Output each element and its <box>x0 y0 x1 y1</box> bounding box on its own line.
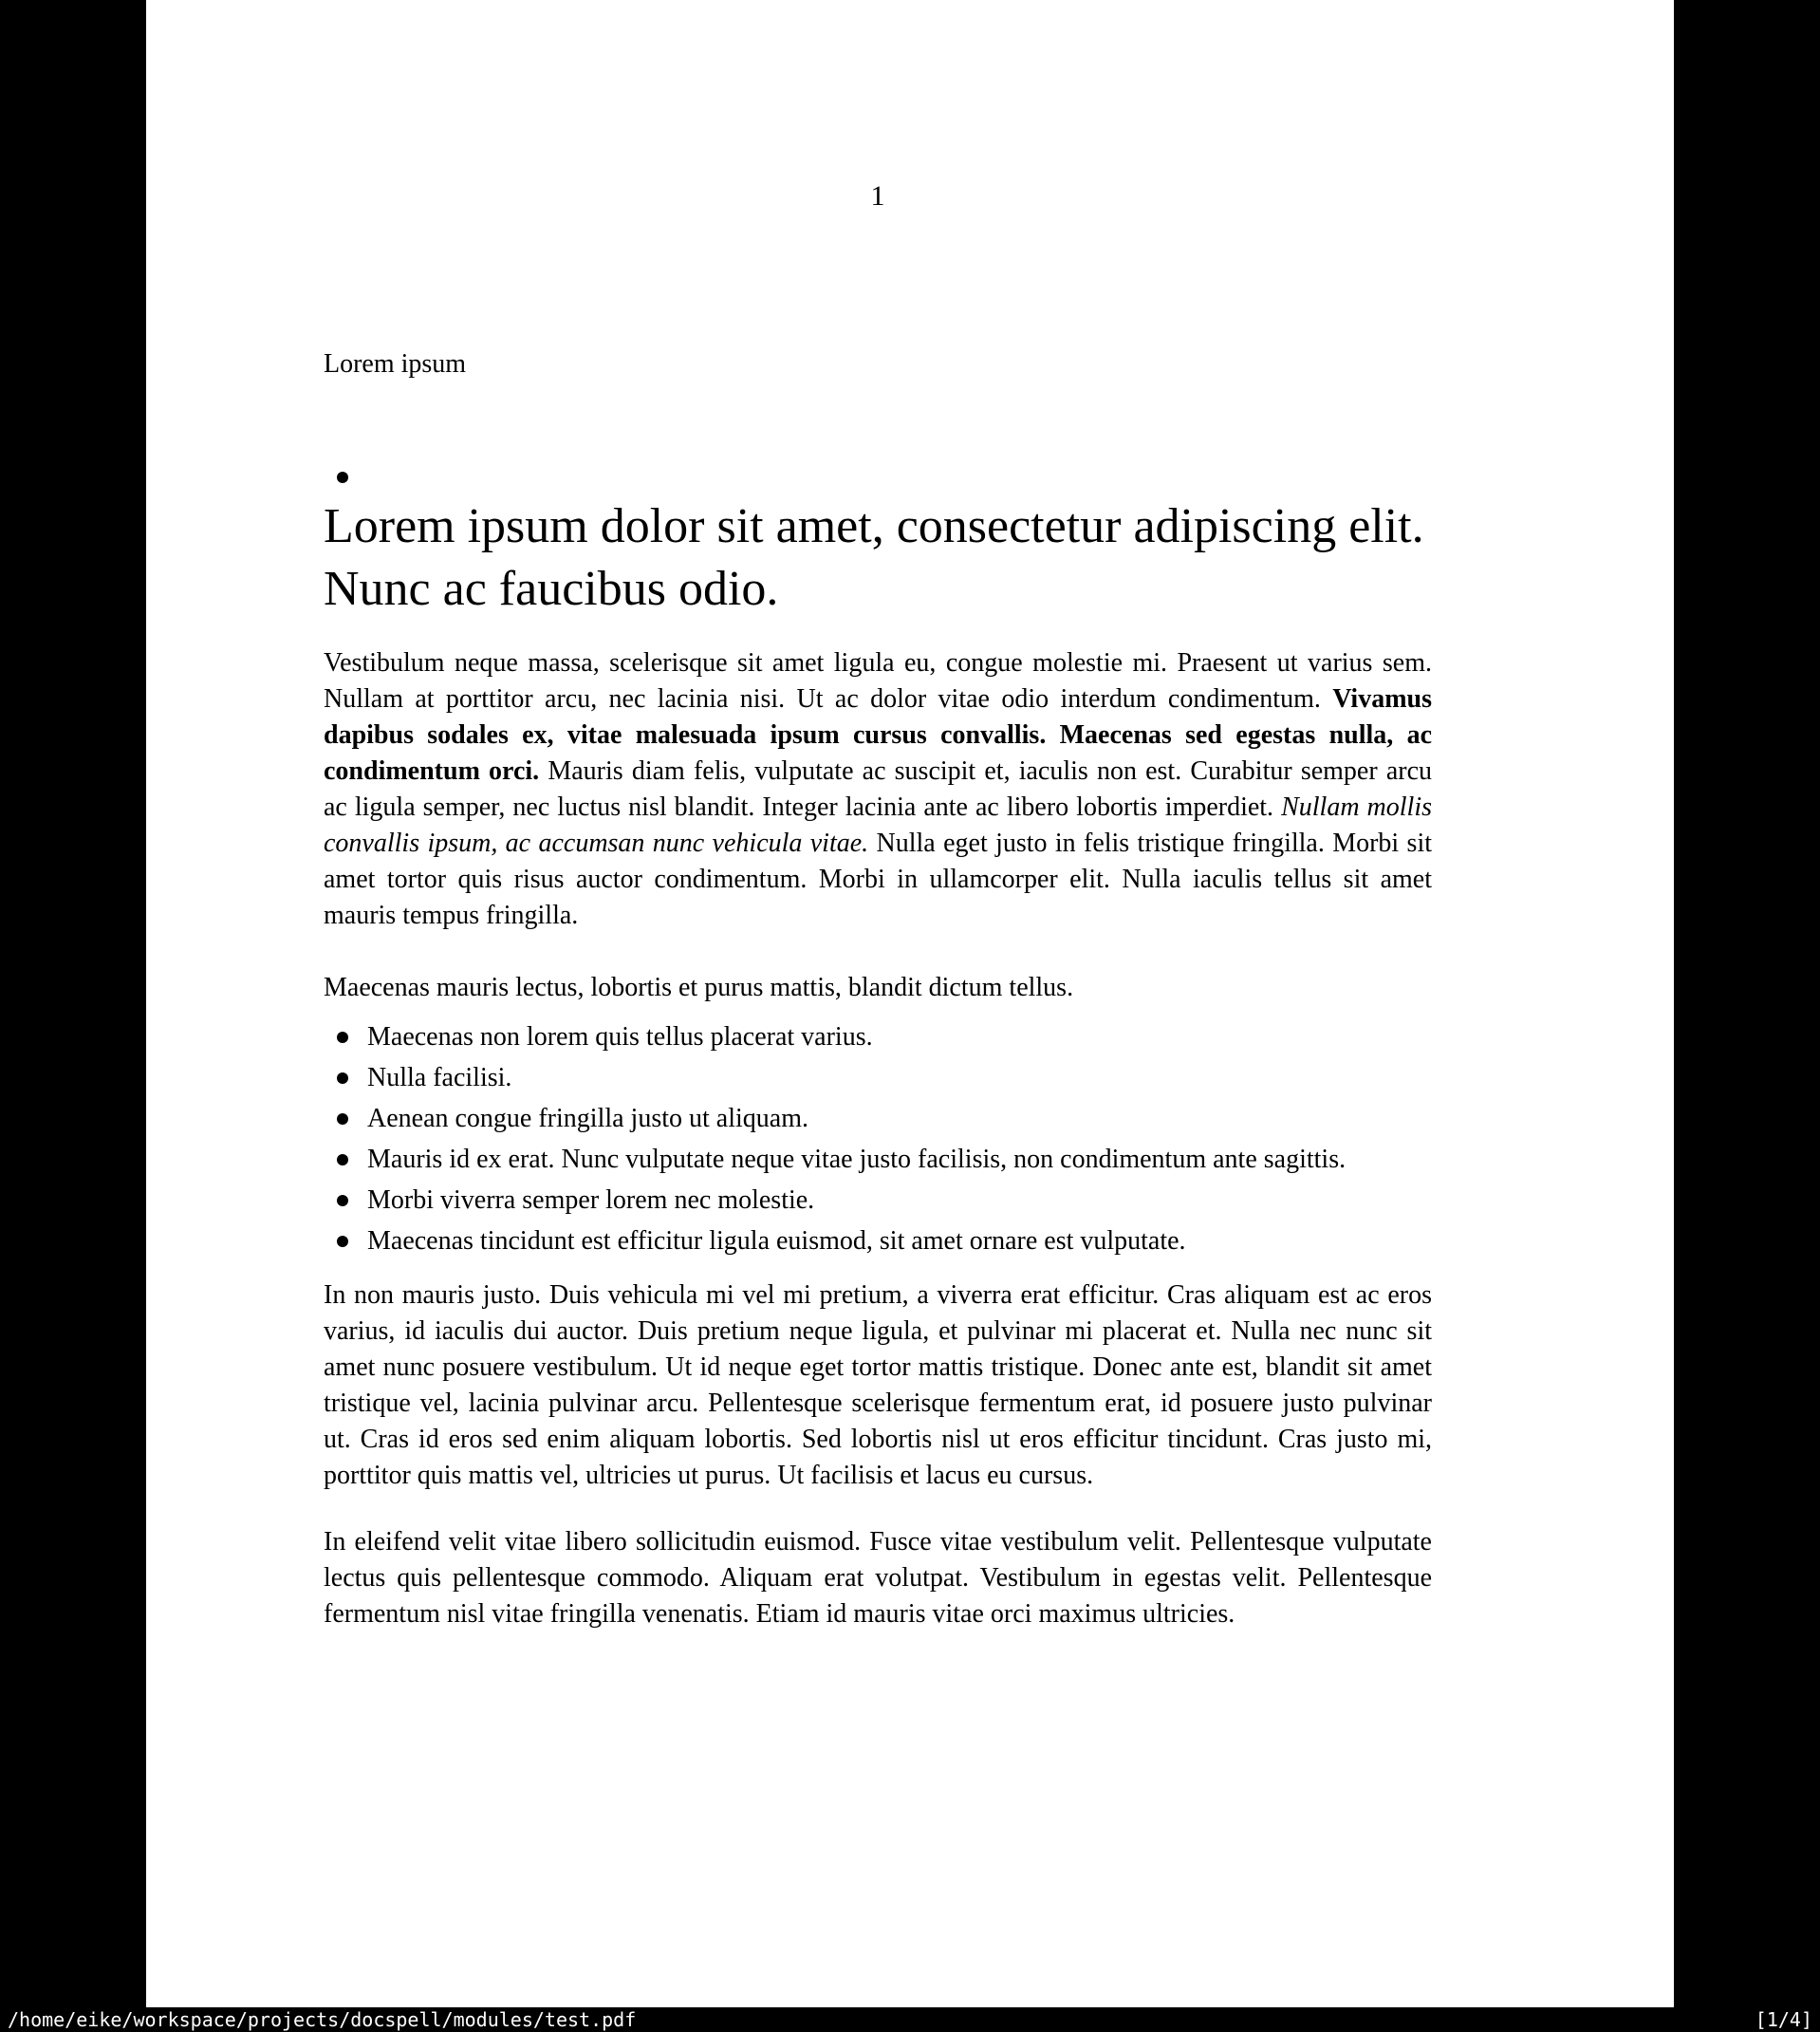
paragraph-4: In eleifend velit vitae libero sollicitudin euismod. Fusce vitae vestibulum velit. Pellentesque vulputate lectus quis pellentesque commodo. Aliquam erat volutpat. Vestibulum in egestas velit. Pellentesque fermentum nisl vitae fringilla venenatis. Etiam id mauris vitae orci maximus ultricies. <box>324 1527 1432 1629</box>
bullet-icon <box>337 472 348 483</box>
bullet-icon <box>337 1072 348 1084</box>
list-item <box>324 1060 1432 1096</box>
list-item <box>324 1223 1432 1259</box>
paragraph-1-bold-run: Vivamus dapibus sodales ex, vitae malesuada ipsum cursus convallis. Maecenas sed egestas nulla, ac condimentum orci. <box>324 684 1432 786</box>
paragraph-1-normal-2: Mauris diam felis, vulputate ac suscipit et, iaculis non est. Curabitur semper arcu ac ligula semper, nec luctus nisl blandit. Integer lacinia ante ac libero lobortis imperdiet. <box>324 756 1433 822</box>
paragraph-2: Maecenas mauris lectus, lobortis et purus mattis, blandit dictum tellus. <box>324 973 1074 1002</box>
list-item <box>324 1101 1432 1137</box>
list-item-text: Morbi viverra semper lorem nec molestie. <box>367 1185 815 1215</box>
paragraph-1-italic-run: Nullam mollis convallis ipsum, ac accumsan nunc vehicula vitae. <box>324 792 1433 858</box>
page-indicator: [1/4] <box>1755 2008 1812 2031</box>
paragraph-1-normal-1: Vestibulum neque massa, scelerisque sit amet ligula eu, congue molestie mi. Praesent ut varius sem. Nullam at porttitor arcu, nec lacinia nisi. Ut ac dolor vitae odio interdum condimentum. <box>324 648 1432 714</box>
page-number: 1 <box>870 180 885 212</box>
paragraph-3: In non mauris justo. Duis vehicula mi vel mi pretium, a viverra erat efficitur. Cras aliquam est ac eros varius, id iaculis dui auctor. Duis pretium neque ligula, et pulvinar mi placerat et. Nulla nec nunc sit amet nunc posuere vestibulum. Ut id neque eget tortor mattis tristique. Donec ante est, blandit sit amet tristique vel, lacinia pulvinar arcu. Pellentesque scelerisque fermentum erat, id posuere justo pulvinar ut. Cras id eros sed enim aliquam lobortis. Sed lobortis nisl ut eros efficitur tincidunt. Cras justo mi, porttitor quis mattis vel, ultricies ut purus. Ut facilisis et lacus eu cursus. <box>324 1280 1432 1490</box>
bullet-icon <box>337 1032 348 1043</box>
list-item-text: Maecenas tincidunt est efficitur ligula euismod, sit amet ornare est vulputate. <box>367 1226 1186 1256</box>
list-item <box>324 1142 1432 1178</box>
list-item <box>324 1019 1432 1055</box>
status-bar <box>0 2007 1820 2032</box>
section-heading: Lorem ipsum dolor sit amet, consectetur adipiscing elit. Nunc ac faucibus odio. <box>324 499 1424 616</box>
list-item-text: Maecenas non lorem quis tellus placerat varius. <box>367 1022 873 1052</box>
bullet-icon <box>337 1195 348 1206</box>
paragraph-1-normal-3: Nulla eget justo in felis tristique fringilla. Morbi sit amet tortor quis risus auctor condimentum. Morbi in ullamcorper elit. Nulla iaculis tellus sit amet mauris tempus fringilla. <box>324 829 1433 930</box>
list-item-text: Mauris id ex erat. Nunc vulputate neque vitae justo facilisis, non condimentum ante sagittis. <box>367 1145 1346 1174</box>
document-page[interactable] <box>146 0 1674 2007</box>
empty-list-item <box>324 459 1432 495</box>
bullet-icon <box>337 1154 348 1165</box>
bullet-icon <box>337 1236 348 1247</box>
list-item-text: Nulla facilisi. <box>367 1063 512 1092</box>
intro-text: Lorem ipsum <box>324 349 467 379</box>
bullet-list <box>324 1019 1432 1259</box>
list-item <box>324 1183 1432 1219</box>
paragraph-1 <box>324 645 1432 934</box>
bullet-icon <box>337 1113 348 1125</box>
page-content <box>324 0 1432 1632</box>
list-item-text: Aenean congue fringilla justo ut aliquam. <box>367 1104 808 1133</box>
file-path: /home/eike/workspace/projects/docspell/modules/test.pdf <box>8 2008 637 2031</box>
